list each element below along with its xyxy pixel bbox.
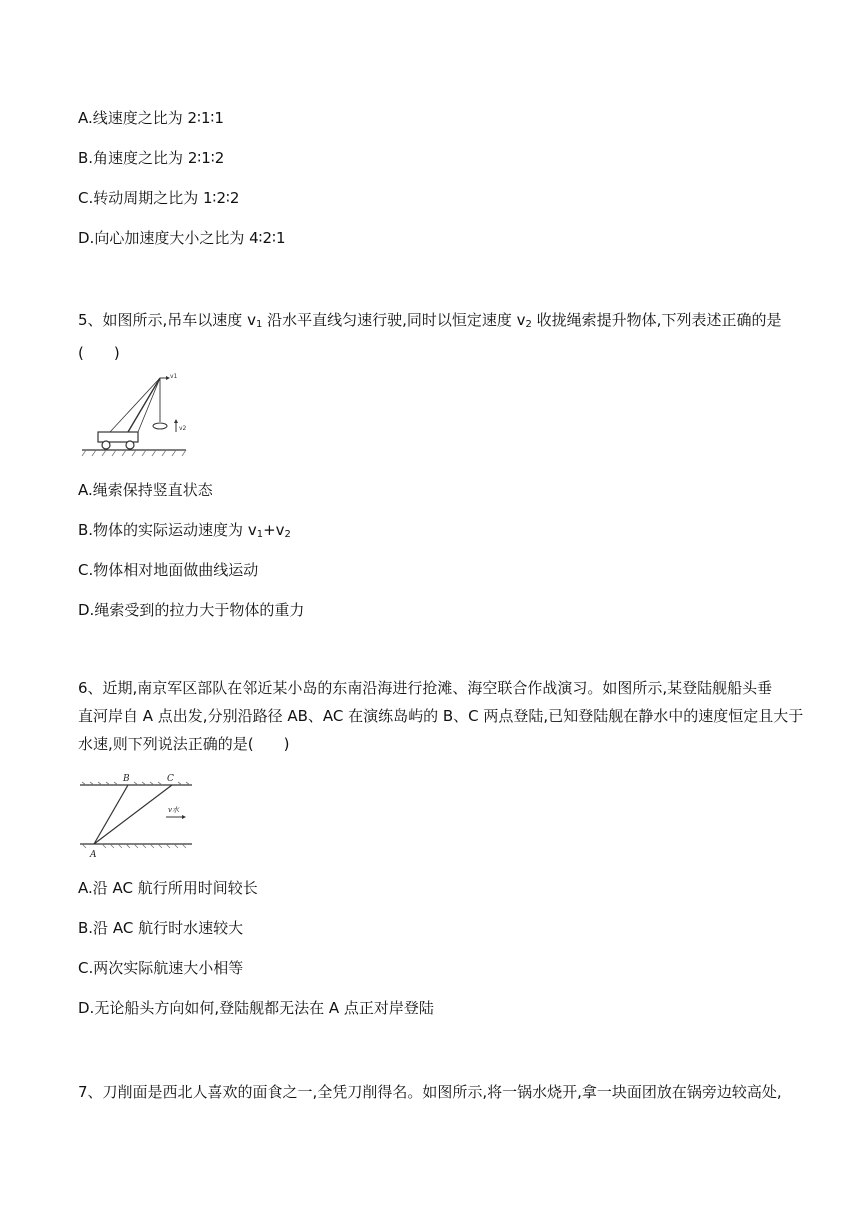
q5-stem-text-post: 收拢绳索提升物体,下列表述正确的是 [531, 311, 782, 329]
q5-crane-figure [80, 370, 190, 458]
q6-river-figure [80, 772, 198, 860]
q5-option-a: A.绳索保持竖直状态 [78, 481, 213, 499]
q5-option-d: D.绳索受到的拉力大于物体的重力 [78, 601, 305, 619]
q5-stem-text-mid: 沿水平直线匀速行驶,同时以恒定速度 v [262, 311, 526, 329]
v1-label: v1 [170, 373, 178, 380]
q5-stem-sub2: 2 [525, 319, 532, 330]
q5-option-c: C.物体相对地面做曲线运动 [78, 561, 259, 579]
q6-option-a: A.沿 AC 航行所用时间较长 [78, 879, 258, 897]
q6-stem-line-1: 6、近期,南京军区部队在邻近某小岛的东南沿海进行抢滩、海空联合作战演习。如图所示,某登陆舰船头垂 [78, 679, 773, 697]
water-speed-label: v水 [168, 806, 179, 814]
q5-option-b-sub2: 2 [284, 529, 291, 540]
q5-stem-sub1: 1 [255, 319, 263, 330]
q4-option-c: C.转动周期之比为 1∶2∶2 [78, 189, 240, 207]
load-object [153, 423, 167, 429]
q5-option-b-plus: +v [263, 521, 285, 539]
q7-stem-line-1: 7、刀削面是西北人喜欢的面食之一,全凭刀削得名。如图所示,将一锅水烧开,拿一块面团放在锅旁边较高处, [78, 1083, 782, 1101]
point-c-label: C [167, 774, 174, 784]
q5-stem [78, 306, 790, 367]
q6-option-b: B.沿 AC 航行时水速较大 [78, 919, 244, 937]
q6-stem-line-2: 直河岸自 A 点出发,分别沿路径 AB、AC 在演练岛屿的 B、C 两点登陆,已知登陆舰在静水中的速度恒定且大于 [78, 707, 804, 725]
crane-body [98, 432, 138, 442]
q5-option-b-sub1: 1 [256, 529, 264, 540]
q6-option-c: C.两次实际航速大小相等 [78, 959, 244, 977]
q5-option-b-text: B.物体的实际运动速度为 v [78, 521, 257, 539]
crane-wheel-left [102, 441, 110, 449]
path-ab [94, 785, 128, 844]
q4-option-b: B.角速度之比为 2∶1∶2 [78, 149, 225, 167]
q6-stem-line-3: 水速,则下列说法正确的是( ) [78, 735, 290, 753]
point-a-label: A [90, 850, 97, 860]
q4-option-d: D.向心加速度大小之比为 4∶2∶1 [78, 229, 286, 247]
q5-stem-text: 5、如图所示,吊车以速度 v [78, 311, 256, 329]
q6-option-d: D.无论船头方向如何,登陆舰都无法在 A 点正对岸登陆 [78, 999, 434, 1017]
point-b-label: B [123, 774, 130, 784]
v2-label: v2 [179, 425, 187, 432]
q4-option-a: A.线速度之比为 2∶1∶1 [78, 109, 224, 127]
v2-arrow-icon [174, 419, 178, 423]
water-flow-arrow-icon [182, 815, 186, 819]
path-ac [94, 785, 172, 844]
q5-option-b [78, 520, 291, 545]
q5-answer-paren: ( ) [78, 344, 120, 362]
crane-wheel-right [126, 441, 134, 449]
